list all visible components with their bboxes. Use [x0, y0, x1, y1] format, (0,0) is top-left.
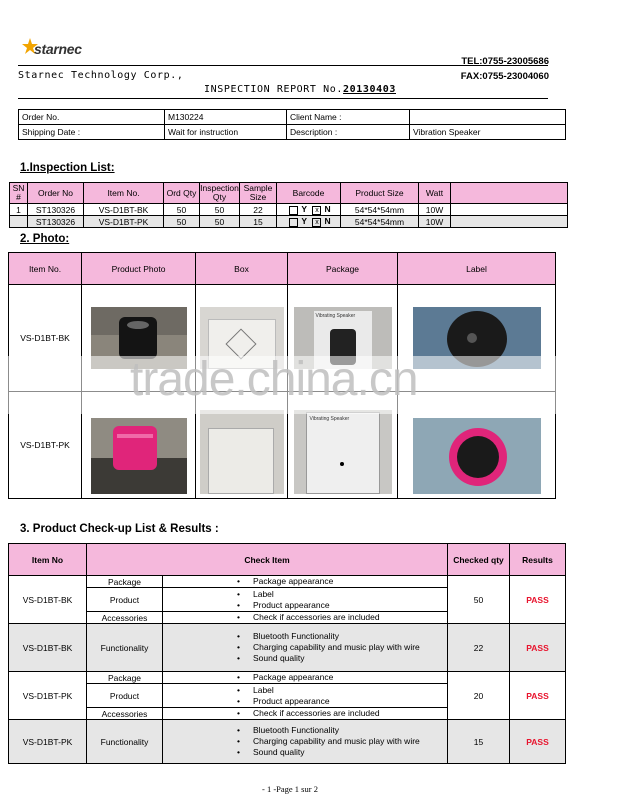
cell-insp-qty: 50: [200, 204, 240, 216]
table-row: [10, 216, 568, 228]
cell-checks: • Package appearance: [163, 576, 448, 588]
fax-number: FAX:0755-23004060: [460, 71, 549, 82]
cell-item: VS-D1BT-PK: [9, 720, 87, 764]
cell-item: VS-D1BT-BK: [84, 204, 164, 216]
table-row: [10, 204, 568, 216]
section-checkup: 3. Product Check-up List & Results :: [20, 523, 219, 535]
cell-checks: • Bluetooth Functionality • Charging capability and music play with wire • Sound quality: [163, 720, 448, 764]
header-divider: [18, 65, 548, 66]
table-row: [9, 576, 566, 588]
cell-barcode: Y x N: [277, 216, 341, 228]
col-results: Results: [510, 544, 566, 576]
result-pass-badge: PASS: [510, 720, 566, 764]
cell-ord-qty: 50: [164, 204, 200, 216]
cell-order: ST130326: [28, 216, 84, 228]
package-label-text: Vibrating Speaker: [315, 313, 356, 319]
report-title: [204, 84, 396, 95]
col-package: Package: [288, 253, 398, 285]
cell-category: Package: [87, 576, 163, 588]
photo-item-no: VS-D1BT-PK: [9, 392, 82, 499]
section-inspection-list: 1.Inspection List:: [20, 162, 115, 174]
company-name: Starnec Technology Corp.,: [18, 70, 184, 81]
barcode-x-checkbox: x: [312, 218, 321, 227]
table-row: [9, 624, 566, 672]
col-item-no: Item No: [9, 544, 87, 576]
cell-order: ST130326: [28, 204, 84, 216]
speaker-pink-image: [91, 418, 187, 494]
cell-watt: 10W: [419, 216, 451, 228]
col-product-size: Product Size: [341, 183, 419, 204]
inspection-header-row: [10, 183, 568, 204]
col-sn: SN #: [10, 183, 28, 204]
col-inspection-qty: Inspection Qty: [200, 183, 239, 202]
barcode-x-checkbox: x: [312, 206, 321, 215]
tel-number: TEL:0755-23005686: [461, 56, 549, 67]
order-no-value: M130224: [165, 110, 287, 125]
cell-item: VS-D1BT-PK: [84, 216, 164, 228]
cell-item: VS-D1BT-BK: [9, 576, 87, 624]
order-info-table: [18, 109, 566, 140]
col-order-no: Order No: [28, 183, 84, 204]
cell-sn: 1: [10, 204, 28, 216]
cell-sample: 22: [240, 204, 277, 216]
photo-item-no: VS-D1BT-BK: [9, 285, 82, 392]
cell-category: Product: [87, 588, 163, 612]
cell-checks: • Package appearance: [163, 672, 448, 684]
table-row: [9, 720, 566, 764]
cell-qty: 22: [448, 624, 510, 672]
page-footer: - 1 -Page 1 sur 2: [262, 784, 318, 794]
cell-checks: • Check if accessories are included: [163, 612, 448, 624]
col-ord-qty: Ord Qty: [164, 183, 200, 204]
checkup-table: [8, 543, 566, 764]
report-number: 20130403: [343, 84, 396, 95]
cell-insp-qty: 50: [200, 216, 240, 228]
cell-checks: • Label • Product appearance: [163, 588, 448, 612]
cell-checks: • Bluetooth Functionality • Charging capability and music play with wire • Sound quality: [163, 624, 448, 672]
report-title-prefix: INSPECTION REPORT No.: [204, 84, 344, 95]
cell-sample: 15: [240, 216, 277, 228]
col-empty: [451, 183, 568, 204]
cell-ord-qty: 50: [164, 216, 200, 228]
photo-header-row: [9, 253, 556, 285]
cell-qty: 50: [448, 576, 510, 624]
col-item-no: Item No.: [9, 253, 82, 285]
cell-category: Accessories: [87, 708, 163, 720]
client-name-value: [410, 110, 566, 125]
result-pass-badge: PASS: [510, 672, 566, 720]
cell-sn: [10, 216, 28, 228]
barcode-y-checkbox: [289, 218, 298, 227]
shipping-date-label: Shipping Date :: [19, 125, 165, 140]
cell-category: Functionality: [87, 624, 163, 672]
cell-size: 54*54*54mm: [341, 216, 419, 228]
barcode-y-checkbox: [289, 206, 298, 215]
logo-text: starnec: [34, 41, 82, 57]
label-image: [413, 418, 541, 494]
section-photo: 2. Photo:: [20, 233, 70, 245]
col-sample-size: Sample Size: [240, 183, 277, 204]
col-label: Label: [398, 253, 556, 285]
inspection-list-table: [9, 182, 568, 228]
cell-checks: • Check if accessories are included: [163, 708, 448, 720]
col-check-item: Check Item: [87, 544, 448, 576]
checkup-header-row: [9, 544, 566, 576]
cell-category: Package: [87, 672, 163, 684]
cell-barcode: Y x N: [277, 204, 341, 216]
cell-qty: 20: [448, 672, 510, 720]
cell-size: 54*54*54mm: [341, 204, 419, 216]
col-box: Box: [196, 253, 288, 285]
title-divider: [18, 98, 548, 99]
shipping-date-value: Wait for instruction: [165, 125, 287, 140]
col-checked-qty: Checked qty: [448, 544, 510, 576]
result-pass-badge: PASS: [510, 576, 566, 624]
result-pass-badge: PASS: [510, 624, 566, 672]
package-image: [294, 410, 392, 494]
cell-watt: 10W: [419, 204, 451, 216]
watermark-text: trade.china.cn: [130, 353, 418, 406]
box-image: [200, 410, 284, 494]
col-product-photo: Product Photo: [82, 253, 196, 285]
description-value: Vibration Speaker: [410, 125, 566, 140]
col-item-no: Item No.: [84, 183, 164, 204]
cell-item: VS-D1BT-BK: [9, 624, 87, 672]
cell-qty: 15: [448, 720, 510, 764]
client-name-label: Client Name :: [287, 110, 410, 125]
cell-category: Product: [87, 684, 163, 708]
col-watt: Watt: [419, 183, 451, 204]
col-barcode: Barcode: [277, 183, 341, 204]
cell-item: VS-D1BT-PK: [9, 672, 87, 720]
table-row: [9, 672, 566, 684]
cell-category: Functionality: [87, 720, 163, 764]
cell-checks: • Label • Product appearance: [163, 684, 448, 708]
description-label: Description :: [287, 125, 410, 140]
package-label-text: Vibrating Speaker: [309, 416, 350, 422]
order-no-label: Order No.: [19, 110, 165, 125]
cell-category: Accessories: [87, 612, 163, 624]
